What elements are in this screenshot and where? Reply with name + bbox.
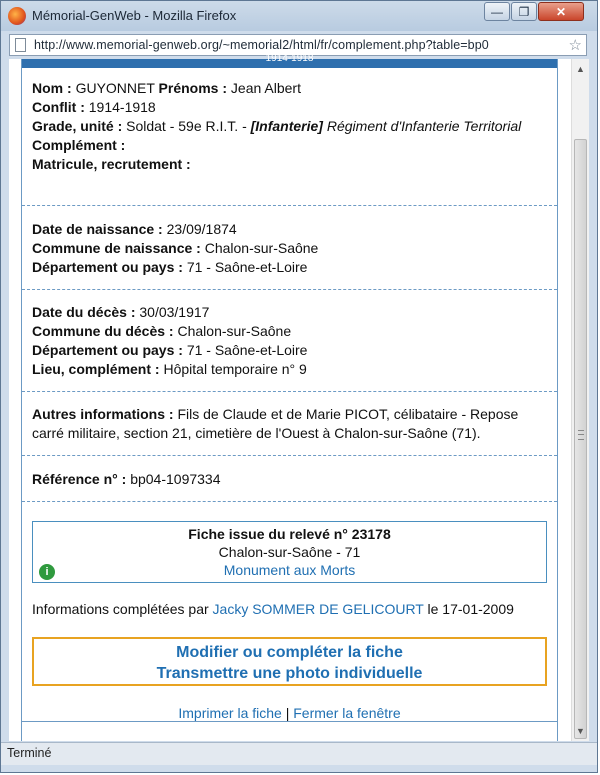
page-icon — [15, 38, 26, 52]
grade-label: Grade, unité : — [32, 118, 123, 134]
releve-box — [32, 521, 547, 583]
death-place-label: Lieu, complément : — [32, 361, 160, 377]
other-info-label: Autres informations : — [32, 406, 174, 422]
minimize-button[interactable]: — — [484, 2, 510, 21]
section-divider — [22, 391, 557, 392]
author-link[interactable]: Jacky SOMMER DE GELICOURT — [212, 601, 424, 617]
section-divider — [22, 501, 557, 502]
vertical-scrollbar[interactable] — [571, 59, 589, 741]
conflit-value: 1914-1918 — [88, 99, 156, 115]
page-viewport — [9, 53, 571, 741]
arme-value: [Infanterie] — [250, 118, 323, 134]
info-icon[interactable]: i — [39, 564, 55, 580]
releve-commune: Chalon-sur-Saône - 71 — [218, 544, 361, 560]
section-divider — [22, 289, 557, 290]
death-commune-value: Chalon-sur-Saône — [177, 323, 292, 339]
firefox-logo-icon — [8, 7, 26, 25]
birth-dept-value: 71 - Saône-et-Loire — [186, 259, 308, 275]
death-date-label: Date du décès : — [32, 304, 136, 320]
grade-value: Soldat - 59e R.I.T. - — [126, 118, 247, 134]
send-photo-link[interactable]: Transmettre une photo individuelle — [156, 665, 423, 682]
reference-section — [32, 470, 551, 489]
other-info-text: Fils de Claude et de Marie PICOT, célibataire - Repose carré militaire, section 21, cimetière de l'Ouest à Chalon-sur-Saône (71). — [32, 406, 519, 441]
death-section — [32, 303, 551, 379]
birth-date-value: 23/09/1874 — [166, 221, 237, 237]
birth-section — [32, 220, 551, 277]
reference-label: Référence n° : — [32, 471, 127, 487]
scroll-down-arrow-icon[interactable]: ▼ — [576, 726, 585, 736]
record-card — [21, 53, 558, 741]
complement-label: Complément : — [32, 137, 126, 153]
close-window-button[interactable]: ✕ — [538, 2, 584, 21]
card-header-bar — [22, 53, 557, 68]
print-link[interactable]: Imprimer la fiche — [178, 705, 282, 721]
title-bar[interactable] — [1, 1, 597, 31]
conflit-label: Conflit : — [32, 99, 85, 115]
scroll-up-arrow-icon[interactable]: ▲ — [576, 64, 585, 74]
identity-section — [32, 79, 551, 174]
scroll-thumb[interactable] — [574, 139, 587, 739]
releve-title: Fiche issue du relevé n° 23178 — [188, 526, 391, 542]
status-text: Terminé — [7, 746, 52, 760]
birth-date-label: Date de naissance : — [32, 221, 163, 237]
reference-value: bp04-1097334 — [130, 471, 221, 487]
status-bar — [1, 742, 597, 765]
window-title: Mémorial-GenWeb - Mozilla Firefox — [32, 8, 237, 23]
action-box — [32, 637, 547, 686]
card-header-title: 1914-1918 — [265, 53, 314, 64]
nom-label: Nom : — [32, 80, 72, 96]
birth-commune-label: Commune de naissance : — [32, 240, 201, 256]
bookmark-star-icon[interactable]: ☆ — [568, 37, 582, 54]
death-place-value: Hôpital temporaire n° 9 — [163, 361, 307, 377]
modify-record-link[interactable]: Modifier ou compléter la fiche — [176, 644, 403, 661]
footer-links — [22, 705, 557, 721]
card-bottom-border — [22, 721, 557, 722]
footer-separator: | — [285, 705, 290, 721]
death-dept-label: Département ou pays : — [32, 342, 183, 358]
completed-by-line — [32, 600, 551, 619]
birth-dept-label: Département ou pays : — [32, 259, 183, 275]
completed-date: 17-01-2009 — [442, 601, 514, 617]
url-text[interactable]: http://www.memorial-genweb.org/~memorial2/html/fr/complement.php?table=bp0 — [34, 38, 489, 52]
completed-suffix: le — [427, 601, 439, 617]
matricule-label: Matricule, recrutement : — [32, 156, 191, 172]
section-divider — [22, 205, 557, 206]
close-link[interactable]: Fermer la fenêtre — [293, 705, 401, 721]
death-commune-label: Commune du décès : — [32, 323, 174, 339]
prenoms-label: Prénoms : — [158, 80, 228, 96]
completed-prefix: Informations complétées par — [32, 601, 209, 617]
other-info-section — [32, 405, 551, 443]
nom-value: GUYONNET — [75, 80, 155, 96]
birth-commune-value: Chalon-sur-Saône — [204, 240, 319, 256]
prenoms-value: Jean Albert — [230, 80, 301, 96]
death-date-value: 30/03/1917 — [139, 304, 210, 320]
regiment-value: Régiment d'Infanterie Territorial — [326, 118, 522, 134]
section-divider — [22, 455, 557, 456]
scroll-grip-icon — [578, 430, 584, 440]
death-dept-value: 71 - Saône-et-Loire — [186, 342, 308, 358]
maximize-button[interactable]: ❐ — [511, 2, 537, 21]
monument-link[interactable]: Monument aux Morts — [223, 562, 356, 578]
